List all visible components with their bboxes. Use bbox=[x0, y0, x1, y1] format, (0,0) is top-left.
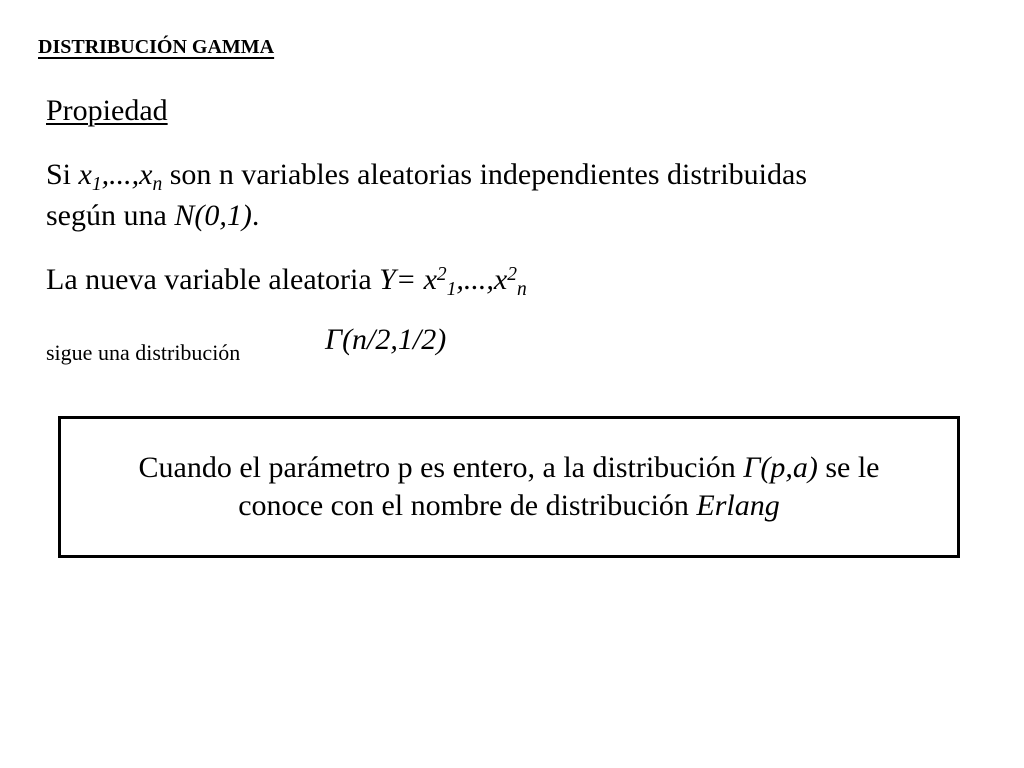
ellipsis: ,..., bbox=[101, 158, 140, 191]
section-heading: Propiedad bbox=[46, 94, 168, 127]
subscript: n bbox=[152, 173, 163, 195]
distribution-label: sigue una distribución bbox=[46, 340, 241, 365]
new-variable-line bbox=[46, 262, 527, 298]
property-line-2 bbox=[46, 198, 259, 234]
variable-x: x bbox=[493, 263, 508, 296]
y-definition: Y= x bbox=[379, 263, 437, 296]
text-fragment: Si bbox=[46, 158, 79, 191]
superscript: 2 bbox=[507, 264, 517, 286]
superscript: 2 bbox=[436, 264, 447, 286]
variable-x1: x bbox=[78, 158, 92, 191]
property-line-1 bbox=[46, 157, 807, 193]
text-fragment: son n variables aleatorias independientes distribuidas bbox=[162, 158, 808, 191]
text-fragment: . bbox=[251, 199, 260, 232]
subscript: 1 bbox=[446, 278, 457, 300]
ellipsis: ,..., bbox=[456, 263, 494, 296]
gamma-formula: Γ(n/2,1/2) bbox=[325, 323, 447, 356]
text-fragment: conoce con el nombre de distribución bbox=[238, 489, 697, 522]
text-fragment: La nueva variable aleatoria bbox=[46, 263, 380, 296]
text-fragment: Cuando el parámetro p es entero, a la distribución bbox=[138, 451, 744, 484]
subscript: n bbox=[516, 278, 527, 300]
variable-xn: x bbox=[139, 158, 153, 191]
normal-distribution: N(0,1) bbox=[174, 199, 252, 232]
erlang-note-box bbox=[58, 416, 960, 558]
subscript: 1 bbox=[91, 173, 102, 195]
erlang-term: Erlang bbox=[696, 489, 780, 522]
page-title: DISTRIBUCIÓN GAMMA bbox=[38, 36, 275, 58]
text-fragment: se le bbox=[817, 451, 880, 484]
erlang-note-text bbox=[61, 449, 957, 525]
gamma-expression: Γ(p,a) bbox=[743, 451, 818, 484]
text-fragment: según una bbox=[46, 199, 175, 232]
